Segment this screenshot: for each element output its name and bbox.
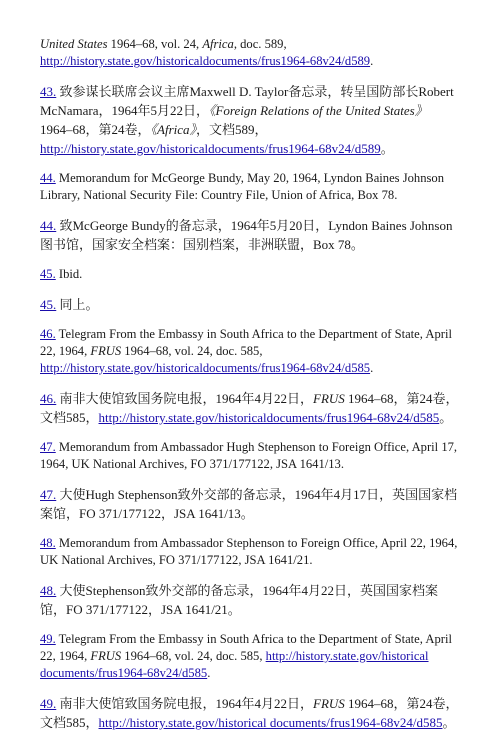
footnote-text: 致McGeorge Bundy的备忘录，1964年5月20日，Lyndon Baines Johnson图书馆，国家安全档案：国别档案，非洲联盟，Box 78。 <box>40 218 453 252</box>
footnote-text: Memorandum for McGeorge Bundy, May 20, 1964, Lyndon Baines Johnson Library, National Security File: Country File, Union of Africa, Box 78. <box>40 171 445 202</box>
footnote-link[interactable]: http://history.state.gov/historicaldocuments/frus1964-68v24/d589 <box>40 141 381 156</box>
italic-title: FRUS <box>90 649 122 663</box>
footnote-text: Telegram From the Embassy in South Africa to the Department of State, April 22, 1964, <box>40 327 452 358</box>
footnote-text: 1964–68，第24卷，文档585， <box>40 696 459 730</box>
footnote-text: 。 <box>439 410 453 425</box>
footnote-46-cn <box>40 389 460 427</box>
footnote-number-link[interactable]: 49. <box>40 632 56 646</box>
footnote-text: . <box>207 666 211 680</box>
footnote-link[interactable]: http://history.state.gov/historicaldocuments/frus1964-68v24/d589 <box>40 54 371 68</box>
footnote-number-link[interactable]: 46. <box>40 327 56 341</box>
footnote-text: 。 <box>442 715 456 730</box>
footnote-text: , doc. 589, <box>233 37 287 51</box>
footnote-text: Memorandum from Ambassador Stephenson to Foreign Office, April 22, 1964, UK National Archives, FO 371/177122, JSA 1641/21. <box>40 536 458 567</box>
footnote-number-link[interactable]: 45. <box>40 297 57 312</box>
footnote-number-link[interactable]: 47. <box>40 487 57 502</box>
footnote-48 <box>40 535 460 569</box>
footnote-47 <box>40 439 460 473</box>
italic-title: FRUS <box>313 391 345 406</box>
footnote-number-link[interactable]: 44. <box>40 171 56 185</box>
italic-title: Africa <box>202 37 234 51</box>
footnote-48-cn <box>40 581 460 619</box>
footnote-number-link[interactable]: 48. <box>40 583 57 598</box>
footnote-text: 致参谋长联席会议主席Maxwell D. Taylor备忘录，转呈国防部长Robert McNamara，1964年5月22日， <box>40 84 454 118</box>
footnote-text: Telegram From the Embassy in South Africa to the Department of State, April 22, 1964, <box>40 632 452 663</box>
italic-title: FRUS <box>313 696 345 711</box>
footnote-46 <box>40 326 460 377</box>
footnote-text: 南非大使馆致国务院电报，1964年4月22日， <box>56 696 314 711</box>
footnote-47-cn <box>40 485 460 523</box>
footnote-number-link[interactable]: 44. <box>40 218 57 233</box>
footnote-text: 同上。 <box>56 297 99 312</box>
footnote-49 <box>40 631 460 682</box>
footnote-43-cn <box>40 82 460 158</box>
footnote-text: 1964–68，第24卷，文档585， <box>40 391 459 425</box>
footnote-49-cn <box>40 694 460 732</box>
footnote-45 <box>40 266 460 283</box>
footnote-text: 1964–68，第24卷， <box>40 122 151 137</box>
footnote-number-link[interactable]: 45. <box>40 267 56 281</box>
footnote-text: 南非大使馆致国务院电报，1964年4月22日， <box>56 391 314 406</box>
footnote-text: 大使Stephenson致外交部的备忘录，1964年4月22日，英国国家档案馆，FO 371/177122，JSA 1641/21。 <box>40 583 438 617</box>
footnote-42-continuation <box>40 36 460 70</box>
footnote-text: Memorandum from Ambassador Hugh Stephenson to Foreign Office, April 17, 1964, UK National Archives, FO 371/177122, JSA 1641/13. <box>40 440 458 471</box>
italic-title: FRUS <box>90 344 122 358</box>
footnote-number-link[interactable]: 48. <box>40 536 56 550</box>
footnote-number-link[interactable]: 47. <box>40 440 56 454</box>
italic-title: 《Foreign Relations of the United States》 <box>208 103 428 118</box>
footnote-text: ，文档589， <box>196 122 268 137</box>
italic-title: United States <box>40 37 108 51</box>
italic-title: 《Africa》 <box>150 122 197 137</box>
footnote-link[interactable]: http://history.state.gov/historicaldocuments/frus1964-68v24/d585 <box>98 410 440 425</box>
footnote-text: . <box>370 54 374 68</box>
footnote-number-link[interactable]: 43. <box>40 84 57 99</box>
footnote-text: 。 <box>380 141 394 156</box>
footnote-text: 1964–68, vol. 24, doc. 585, <box>121 344 263 358</box>
footnote-45-cn <box>40 295 460 314</box>
footnote-text: . <box>370 361 374 375</box>
footnote-44-cn <box>40 216 460 254</box>
footnote-44 <box>40 170 460 204</box>
footnote-link[interactable]: http://history.state.gov/historical documents/frus1964-68v24/d585 <box>40 649 429 680</box>
footnote-text: Ibid. <box>55 267 83 281</box>
footnote-number-link[interactable]: 49. <box>40 696 57 711</box>
footnote-text: 大使Hugh Stephenson致外交部的备忘录，1964年4月17日，英国国家档案馆，FO 371/177122，JSA 1641/13。 <box>40 487 458 521</box>
footnote-link[interactable]: http://history.state.gov/historical documents/frus1964-68v24/d585 <box>98 715 443 730</box>
footnote-link[interactable]: http://history.state.gov/historicaldocuments/frus1964-68v24/d585 <box>40 361 371 375</box>
footnote-text: 1964–68, vol. 24, doc. 585, <box>121 649 266 663</box>
footnote-text: 1964–68, vol. 24, <box>107 37 203 51</box>
footnote-number-link[interactable]: 46. <box>40 391 57 406</box>
